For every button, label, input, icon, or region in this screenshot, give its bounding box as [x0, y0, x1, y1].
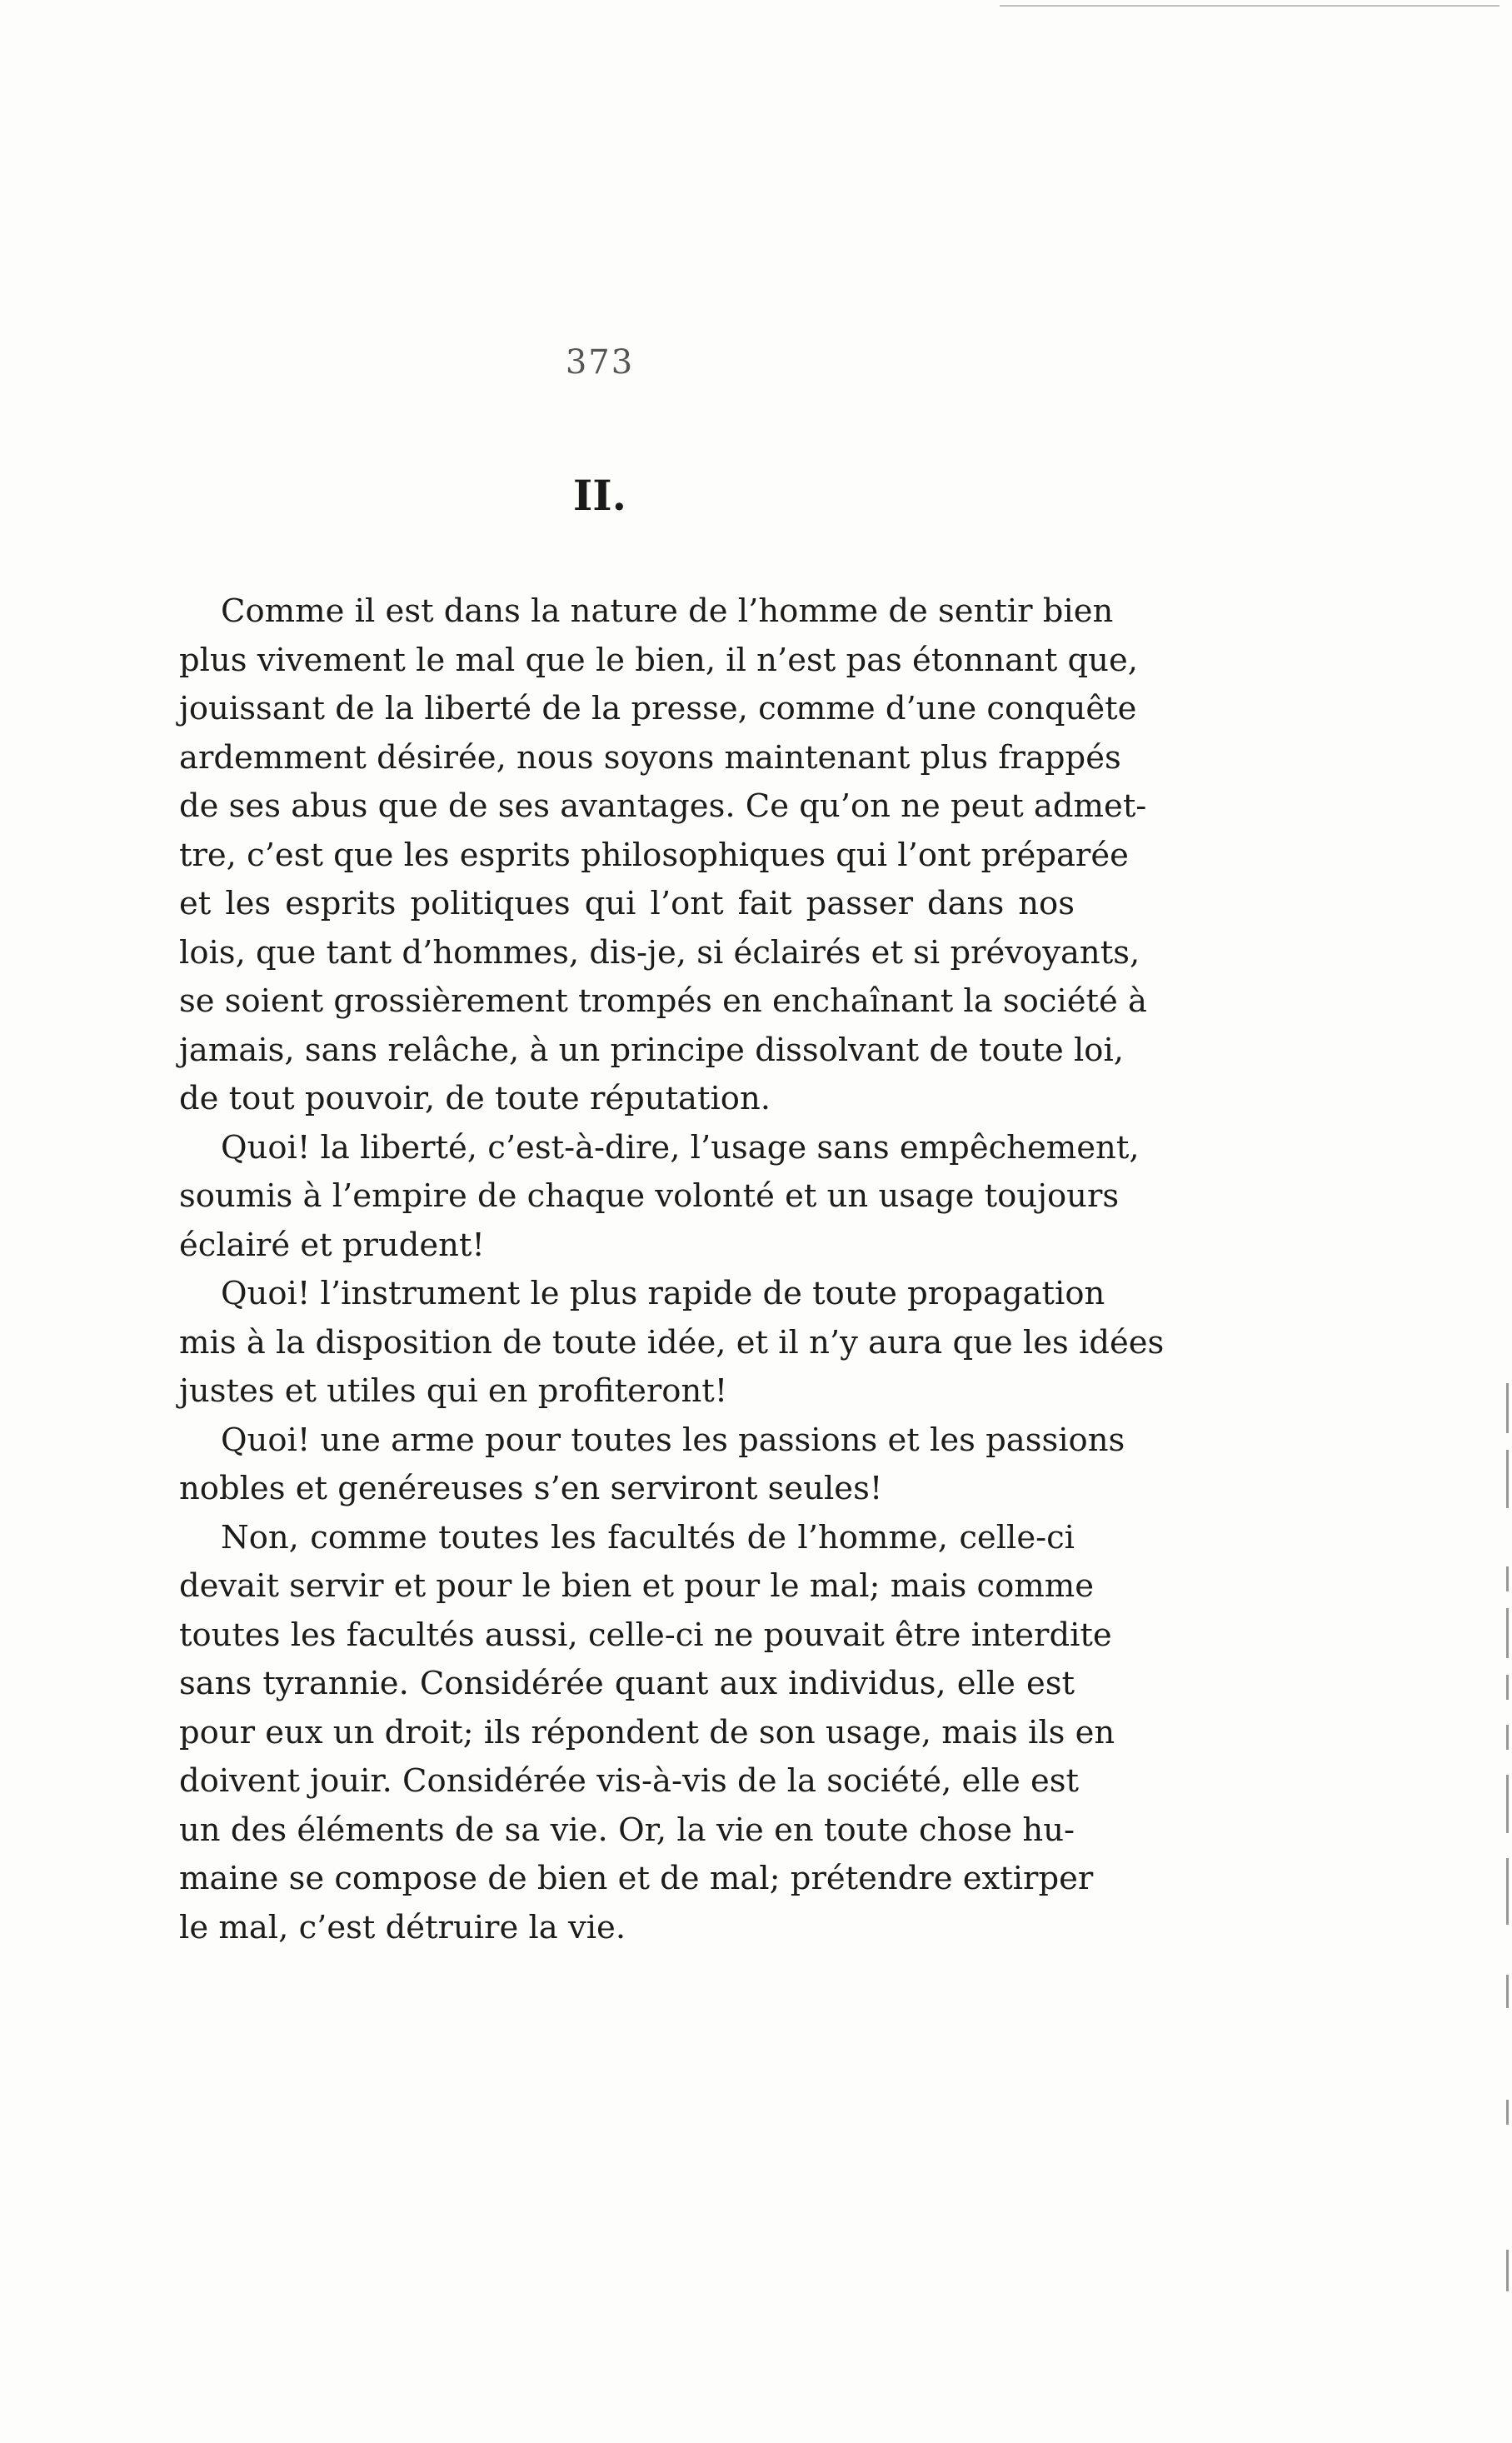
paragraph: [179, 1514, 1115, 1953]
body-text: [179, 587, 1165, 1952]
paragraph: [179, 1270, 1165, 1416]
text-line: lois, que tant d’hommes, dis-je, si éclairés et si prévoyants,: [179, 933, 1140, 972]
scan-edge-mark: [1506, 2100, 1509, 2125]
section-heading: II.: [572, 471, 627, 520]
text-line: pour eux un droit; ils répondent de son usage, mais ils en: [179, 1713, 1115, 1751]
paragraph: [179, 1124, 1140, 1271]
scan-edge-mark: [1506, 1725, 1509, 1750]
paragraph: [179, 1416, 1125, 1514]
text-line: plus vivement le mal que le bien, il n’est pas étonnant que,: [179, 641, 1138, 679]
text-line: doivent jouir. Considérée vis-à-vis de la société, elle est: [179, 1762, 1079, 1800]
scan-edge-mark: [1506, 2250, 1509, 2291]
text-line: Quoi! l’instrument le plus rapide de toute propagation: [221, 1275, 1105, 1312]
text-line: devait servir et pour le bien et pour le mal; mais comme: [179, 1567, 1095, 1605]
text-line: toutes les facultés aussi, celle-ci ne pouvait être interdite: [179, 1616, 1112, 1654]
text-line: et les esprits politiques qui l’ont fait passer dans nos: [179, 885, 1075, 922]
text-line: mis à la disposition de toute idée, et il n’y aura que les idées: [179, 1323, 1165, 1361]
text-line: jouissant de la liberté de la presse, comme d’une conquête: [179, 690, 1137, 727]
scan-edge-mark: [1506, 1450, 1509, 1508]
text-line: Non, comme toutes les facultés de l’homme, celle-ci: [221, 1518, 1075, 1556]
text-line: sans tyrannie. Considérée quant aux individus, elle est: [179, 1665, 1075, 1702]
scan-edge-mark: [1506, 1675, 1509, 1700]
text-line: de ses abus que de ses avantages. Ce qu’on ne peut admet-: [179, 787, 1147, 825]
scan-edge-rule: [1000, 5, 1500, 7]
scan-edge-mark: [1506, 1975, 1509, 2008]
text-line: justes et utiles qui en profiteront!: [179, 1372, 728, 1410]
text-line: tre, c’est que les esprits philosophiques qui l’ont préparée: [179, 836, 1129, 874]
text-line: Comme il est dans la nature de l’homme de sentir bien: [221, 592, 1114, 630]
text-line: le mal, c’est détruire la vie.: [179, 1908, 626, 1946]
text-line: éclairé et prudent!: [179, 1226, 485, 1264]
paragraph: [179, 587, 1147, 1124]
text-line: jamais, sans relâche, à un principe dissolvant de toute loi,: [179, 1031, 1125, 1069]
scan-edge-mark: [1506, 1566, 1509, 1591]
text-line: Quoi! la liberté, c’est-à-dire, l’usage sans empêchement,: [221, 1128, 1140, 1167]
text-line: se soient grossièrement trompés en enchaînant la société à: [179, 982, 1147, 1020]
text-line: maine se compose de bien et de mal; prétendre extirper: [179, 1860, 1094, 1897]
page-number: 373: [565, 343, 635, 382]
scan-edge-mark: [1506, 1383, 1509, 1433]
scan-edge-mark: [1506, 1608, 1509, 1658]
text-line: un des éléments de sa vie. Or, la vie en toute chose hu-: [179, 1811, 1075, 1849]
text-line: ardemment désirée, nous soyons maintenant plus frappés: [179, 738, 1121, 777]
scan-edge-mark: [1506, 1775, 1509, 1833]
text-line: nobles et genéreuses s’en serviront seules!: [179, 1470, 883, 1507]
text-line: soumis à l’empire de chaque volonté et un usage toujours: [179, 1177, 1120, 1215]
text-line: Quoi! une arme pour toutes les passions et les passions: [221, 1421, 1125, 1459]
text-line: de tout pouvoir, de toute réputation.: [179, 1080, 771, 1117]
scan-edge-mark: [1506, 1858, 1509, 1925]
